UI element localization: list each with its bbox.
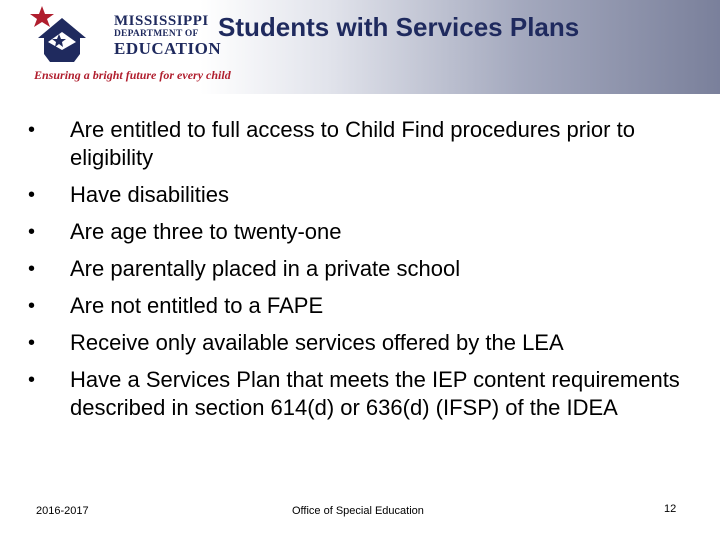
- bullet-text: Are age three to twenty-one: [70, 219, 342, 244]
- bullet-text: Are parentally placed in a private school: [70, 256, 461, 281]
- bullet-item: [26, 292, 706, 320]
- footer-office: Office of Special Education: [292, 505, 424, 517]
- bullet-icon: •: [28, 184, 36, 206]
- bullet-icon: •: [28, 258, 36, 280]
- bullet-item: [26, 116, 706, 172]
- bullet-item: [26, 329, 706, 357]
- bullet-item: [26, 218, 706, 246]
- logo-tagline: Ensuring a bright future for every child: [34, 68, 231, 82]
- logo-line2: DEPARTMENT OF: [114, 28, 199, 39]
- bullet-item: [26, 366, 706, 422]
- slide-title: Students with Services Plans: [218, 12, 580, 42]
- bullet-text: Are entitled to full access to Child Find procedures prior to eligibility: [70, 117, 635, 170]
- bullet-icon: •: [28, 295, 36, 317]
- bullet-item: [26, 181, 706, 209]
- bullet-item: [26, 255, 706, 283]
- bullet-list: [26, 116, 706, 431]
- bullet-text: Have a Services Plan that meets the IEP content requirements described in section 614(d) or 636(d) (IFSP) of the IDEA: [70, 367, 680, 420]
- bullet-icon: •: [28, 332, 36, 354]
- footer-year: 2016-2017: [36, 505, 89, 517]
- bullet-text: Receive only available services offered by the LEA: [70, 330, 564, 355]
- bullet-icon: •: [28, 221, 36, 243]
- logo-line1: MISSISSIPPI: [114, 13, 209, 29]
- bullet-icon: •: [28, 119, 36, 141]
- logo-wordmark: [114, 14, 221, 58]
- logo-line3: EDUCATION: [114, 38, 222, 58]
- bullet-text: Are not entitled to a FAPE: [70, 293, 324, 318]
- bullet-text: Have disabilities: [70, 182, 229, 207]
- bullet-icon: •: [28, 369, 36, 391]
- schoolhouse-star-icon: [28, 4, 88, 66]
- page-number: 12: [664, 503, 677, 515]
